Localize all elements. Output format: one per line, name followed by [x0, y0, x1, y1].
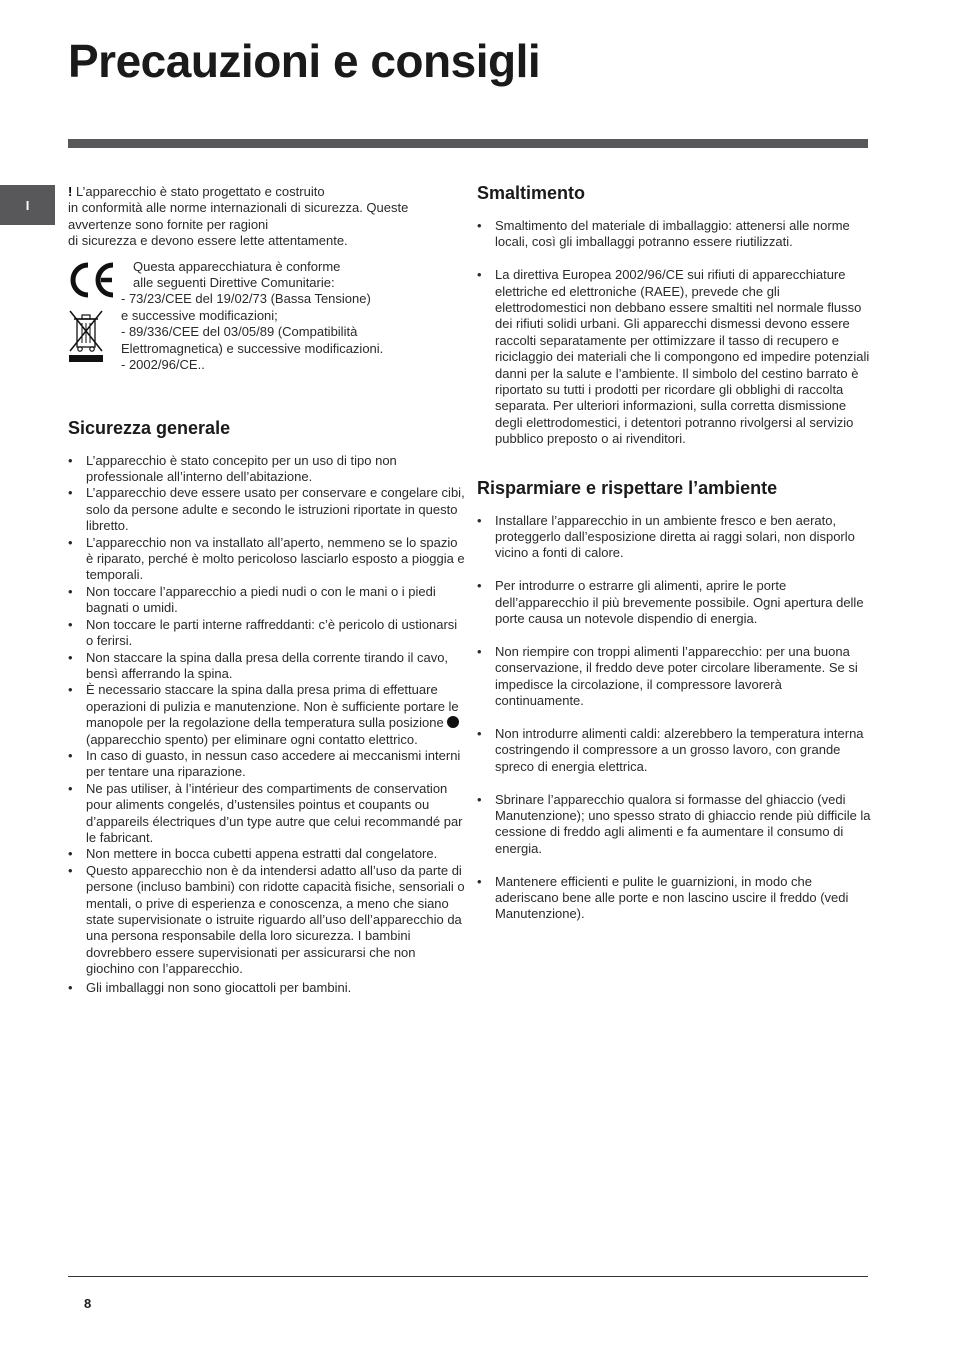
list-item: • Gli imballaggi non sono giocattoli per bambini.: [68, 980, 466, 996]
list-item: • Questo apparecchio non è da intendersi adatto all’uso da parte di persone (incluso bambini) con ridotte capacità fisiche, sensoriali o mentali, o prive di esperienza e conoscenza, a meno che siano state supervisionate o istruite riguardo all’uso dell’apparecchio da una persona responsabile della loro sicurezza. I bambini dovrebbero essere supervisionati per assicurarsi che non giochino con l’apparecchio.: [68, 863, 466, 978]
footer-rule: [68, 1276, 868, 1277]
ce-mark-icon: [68, 261, 118, 299]
sicurezza-list: [68, 453, 466, 996]
header-rule: [68, 139, 868, 148]
list-item: [68, 682, 466, 748]
crossed-bin-icon: [68, 309, 104, 363]
list-item: • Non riempire con troppi alimenti l’apparecchio: per una buona conservazione, il freddo deve poter circolare liberamente. Se si impedisce la circolazione, il compressore lavorerà continuamente.: [477, 644, 872, 710]
list-item: • Sbrinare l’apparecchio qualora si formasse del ghiaccio (vedi Manutenzione); uno spesso strato di ghiaccio rende più difficile la cessione di freddo agli alimenti e fa aumentare il consumo di energia.: [477, 792, 872, 858]
intro-line: L’apparecchio è stato progettato e costruito: [72, 184, 325, 199]
directive-line: - 89/336/CEE del 03/05/89 (Compatibilità: [121, 324, 358, 340]
list-item: • In caso di guasto, in nessun caso accedere ai meccanismi interni per tentare una riparazione.: [68, 748, 466, 781]
list-item: • Mantenere efficienti e pulite le guarnizioni, in modo che aderiscano bene alle porte e non lascino uscire il freddo (vedi Manutenzione).: [477, 874, 872, 923]
list-item: • Non staccare la spina dalla presa della corrente tirando il cavo, bensì afferrando la spina.: [68, 650, 466, 683]
list-item: • Non toccare l’apparecchio a piedi nudi o con le mani o i piedi bagnati o umidi.: [68, 584, 466, 617]
list-item-text: (apparecchio spento) per eliminare ogni contatto elettrico.: [86, 731, 418, 747]
directive-line: - 2002/96/CE..: [121, 357, 205, 373]
directive-line: - 73/23/CEE del 19/02/73 (Bassa Tensione): [121, 291, 371, 307]
section-heading-smaltimento: Smaltimento: [477, 183, 586, 203]
warning-mark: !: [68, 184, 73, 199]
list-item: • Non toccare le parti interne raffreddanti: c’è pericolo di ustionarsi o ferirsi.: [68, 617, 466, 650]
list-item: • Non introdurre alimenti caldi: alzerebbero la temperatura interna costringendo il compressore a un grosso lavoro, con grande spreco di energia elettrica.: [477, 726, 872, 775]
directives-text: [121, 259, 466, 374]
list-item: • Smaltimento del materiale di imballaggio: attenersi alle norme locali, così gli imballaggi potranno essere riutilizzati.: [477, 218, 872, 251]
list-item-text: È necessario staccare la spina dalla presa prima di effettuare operazioni di pulizia e manutenzione. Non è sufficiente portare le manopole per la regolazione della temperatura sulla posizione: [86, 682, 459, 731]
smaltimento-list: [477, 218, 872, 448]
directives-block: [68, 259, 466, 387]
directive-line: Elettromagnetica) e successive modificazioni.: [121, 340, 384, 356]
list-item: • L’apparecchio deve essere usato per conservare e congelare cibi, solo da persone adulte e secondo le istruzioni riportate in questo libretto.: [68, 485, 466, 534]
left-column: [68, 184, 466, 996]
directive-line: e successive modificazioni;: [121, 307, 278, 323]
list-item: • Ne pas utiliser, à l’intérieur des compartiments de conservation pour aliments congelés, d’ustensiles pointus et coupants ou d’appareils électriques d’un type autre que celui recommandé par le fabricant.: [68, 781, 466, 847]
intro-line: in conformità alle norme internazionali di sicurezza. Queste avvertenze sono fornite per ragioni: [68, 200, 409, 232]
right-column: [477, 184, 872, 939]
directive-line: Questa apparecchiatura è conforme: [133, 258, 341, 274]
page-number: 8: [84, 1296, 92, 1311]
directive-line: alle seguenti Direttive Comunitarie:: [133, 275, 335, 291]
page-title: Precauzioni e consigli: [68, 35, 541, 87]
risparmiare-list: [477, 513, 872, 923]
intro-warning: [68, 184, 466, 250]
section-heading-risparmiare: Risparmiare e rispettare l’ambiente: [477, 477, 778, 498]
language-tab: I: [0, 185, 55, 225]
list-item: • L’apparecchio non va installato all’aperto, nemmeno se lo spazio è riparato, perché è molto pericoloso lasciarlo esposto a pioggia e temporali.: [68, 535, 466, 584]
list-item: • Per introdurre o estrarre gli alimenti, aprire le porte dell’apparecchio il più brevemente possibile. Ogni apertura delle porte causa un notevole dispendio di energia.: [477, 578, 872, 627]
list-item: • Non mettere in bocca cubetti appena estratti dal congelatore.: [68, 846, 466, 862]
off-position-icon: [447, 716, 459, 728]
list-item: • Installare l’apparecchio in un ambiente fresco e ben aerato, proteggerlo dall’esposizione diretta ai raggi solari, non disporlo vicino a fonti di calore.: [477, 513, 872, 562]
list-item: • La direttiva Europea 2002/96/CE sui rifiuti di apparecchiature elettriche ed elettroniche (RAEE), prevede che gli elettrodomestici non debbano essere smaltiti nel normale flusso dei rifiuti solidi urbani. Gli apparecchi dismessi devono essere raccolti separatamente per ottimizzare il tasso di recupero e riciclaggio dei materiali che li compongono ed impedire potenziali danni per la salute e l’ambiente. Il simbolo del cestino barrato è riportato su tutti i prodotti per ricordare gli obblighi di raccolta separata. Per ulteriori informazioni, sulla corretta dismissione degli elettrodomestici, i detentori potranno rivolgersi al servizio pubblico preposto o ai rivenditori.: [477, 267, 872, 447]
list-item: • L’apparecchio è stato concepito per un uso di tipo non professionale all’interno dell’abitazione.: [68, 453, 466, 486]
intro-line: di sicurezza e devono essere lette attentamente.: [68, 233, 348, 249]
section-heading-sicurezza: Sicurezza generale: [68, 417, 231, 438]
